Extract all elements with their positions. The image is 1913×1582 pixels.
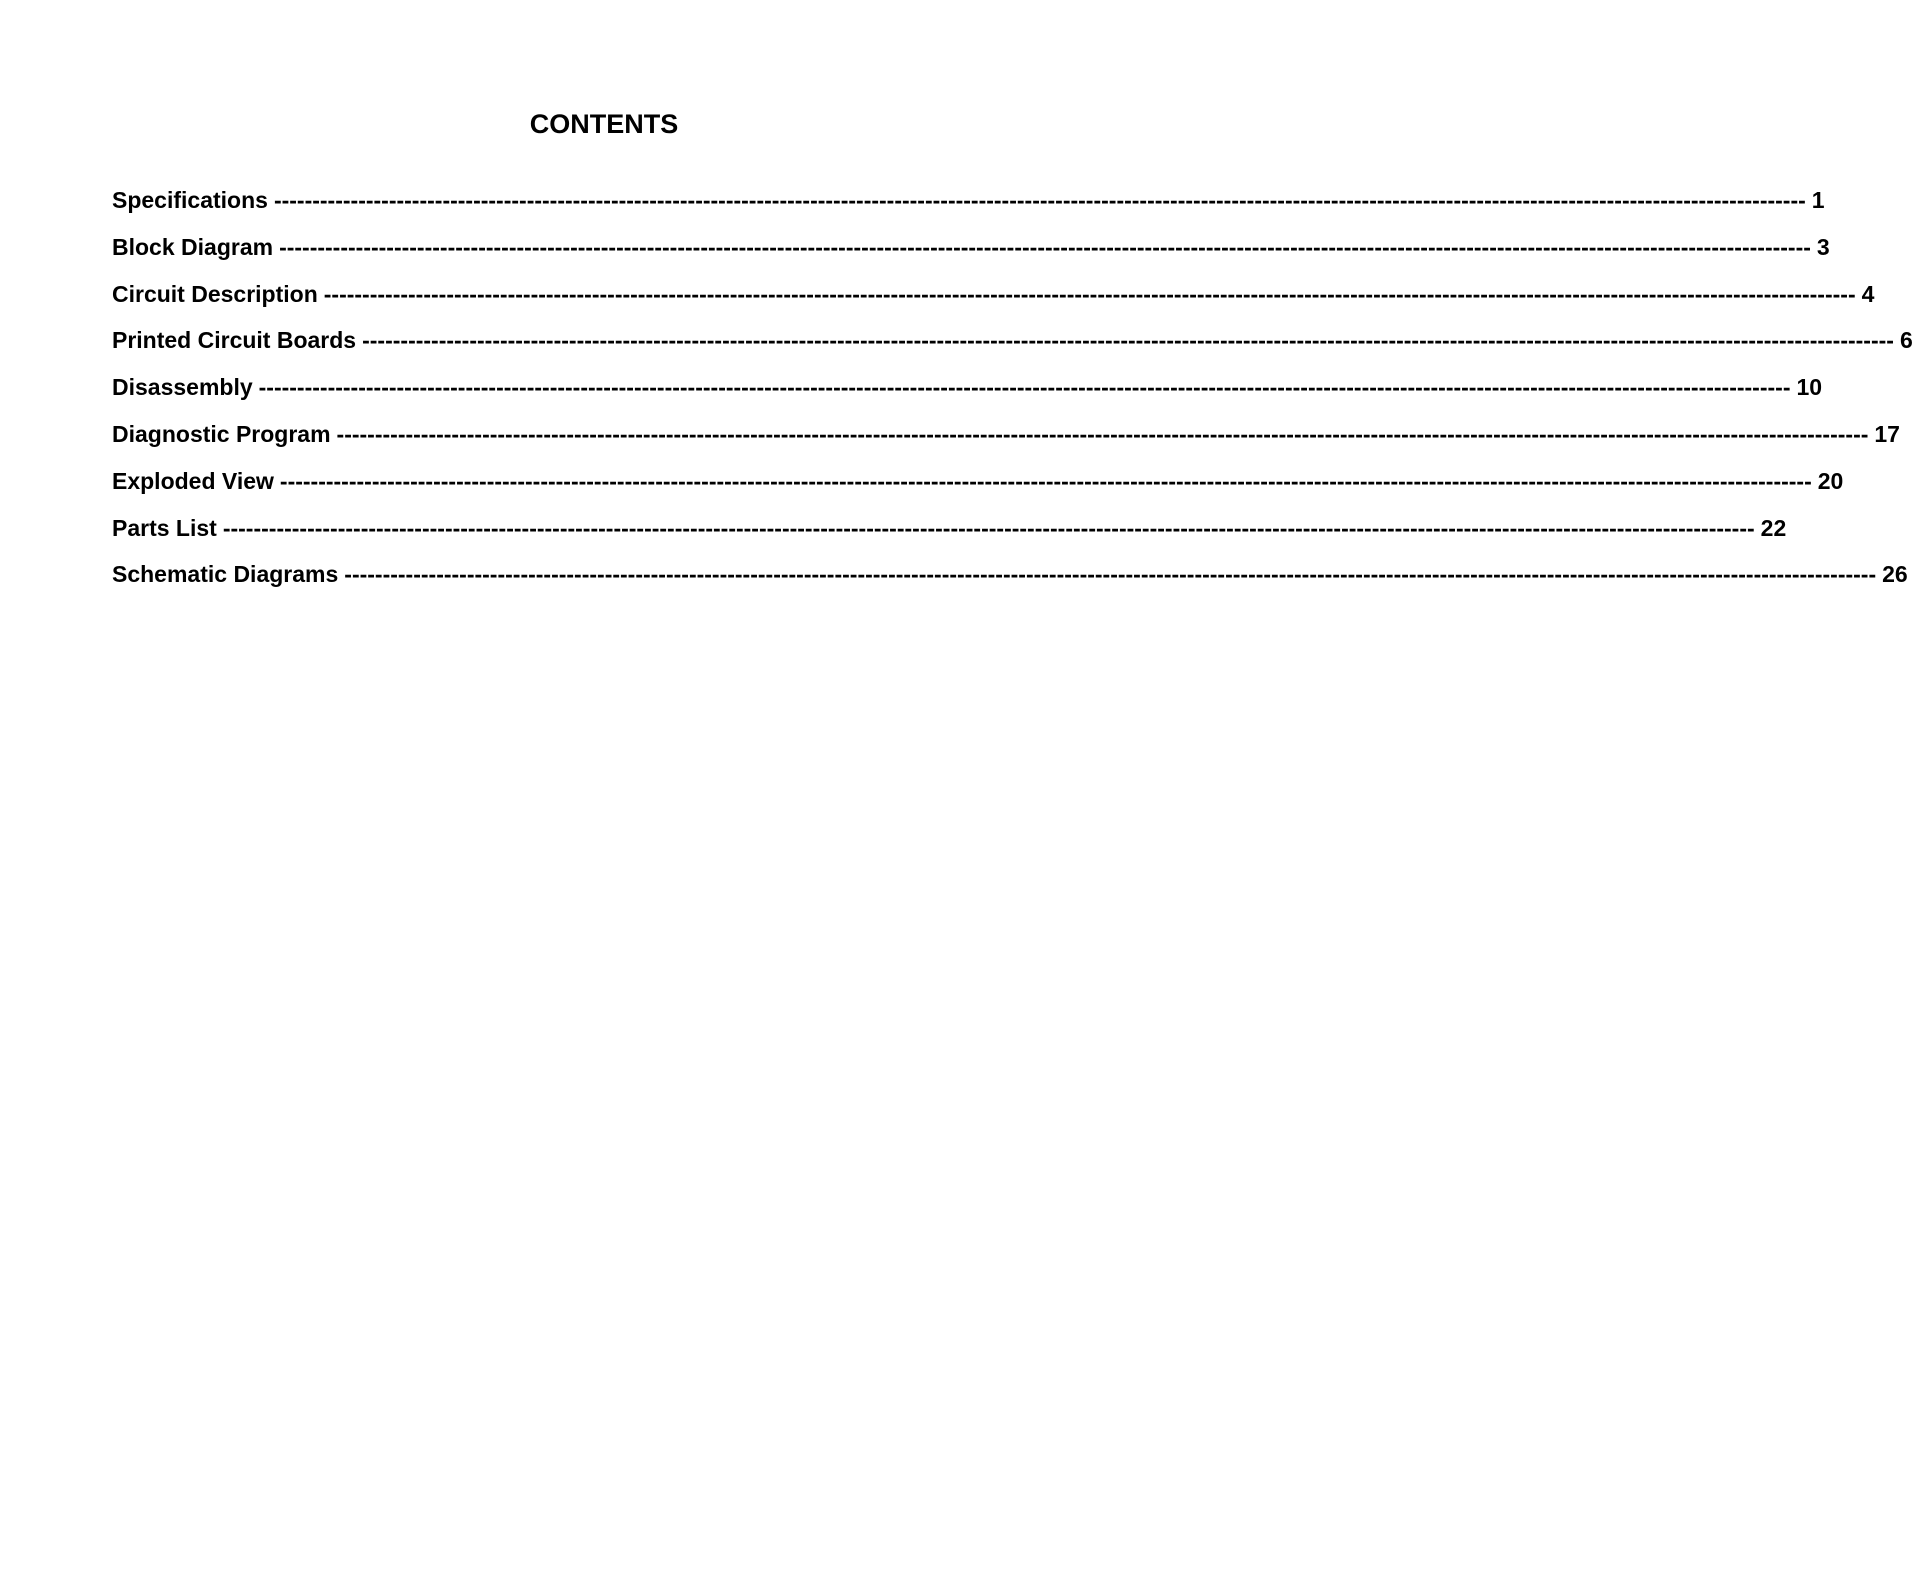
toc-entry — [112, 229, 1830, 276]
table-of-contents — [112, 182, 1913, 603]
dot-leader: -------------------------------------------------------------------------------------------------------------------------------------------------------------------------------------------------------- — [336, 420, 1869, 447]
toc-entry — [112, 182, 1825, 229]
toc-entry-page: 22 — [1760, 514, 1787, 541]
toc-entry-page: 3 — [1816, 233, 1830, 260]
toc-entry-page: 1 — [1811, 187, 1825, 213]
toc-entry — [112, 276, 1875, 323]
dot-leader: -------------------------------------------------------------------------------------------------------------------------------------------------------------------------------------------------------- — [273, 187, 1806, 213]
toc-entry-label: Disassembly — [112, 374, 253, 401]
toc-entry-label: Specifications — [112, 187, 268, 213]
toc-entry-label: Block Diagram — [112, 233, 274, 260]
toc-entry-page: 26 — [1882, 561, 1908, 588]
toc-entry-label: Schematic Diagrams — [112, 561, 339, 588]
toc-entry-label: Printed Circuit Boards — [112, 327, 357, 354]
toc-entry-label: Circuit Description — [112, 280, 318, 307]
toc-entry-label: Parts List — [112, 514, 217, 541]
dot-leader: -------------------------------------------------------------------------------------------------------------------------------------------------------------------------------------------------------- — [344, 561, 1877, 588]
toc-entry-page: 4 — [1861, 280, 1875, 307]
toc-entry — [112, 369, 1823, 416]
dot-leader: -------------------------------------------------------------------------------------------------------------------------------------------------------------------------------------------------------- — [222, 514, 1755, 541]
toc-entry — [112, 463, 1844, 510]
toc-entry — [112, 322, 1913, 369]
toc-entry-label: Diagnostic Program — [112, 420, 331, 447]
toc-entry-page: 6 — [1899, 327, 1913, 354]
toc-entry — [112, 510, 1787, 557]
toc-entry-page: 10 — [1796, 374, 1823, 401]
toc-entry — [112, 556, 1908, 603]
toc-entry-label: Exploded View — [112, 467, 274, 494]
toc-entry-page: 20 — [1817, 467, 1844, 494]
toc-entry-page: 17 — [1874, 420, 1900, 447]
toc-entry — [112, 416, 1900, 463]
dot-leader: -------------------------------------------------------------------------------------------------------------------------------------------------------------------------------------------------------- — [258, 374, 1791, 401]
dot-leader: -------------------------------------------------------------------------------------------------------------------------------------------------------------------------------------------------------- — [362, 327, 1894, 354]
dot-leader: -------------------------------------------------------------------------------------------------------------------------------------------------------------------------------------------------------- — [323, 280, 1856, 307]
contents-title: CONTENTS — [529, 109, 679, 139]
dot-leader: -------------------------------------------------------------------------------------------------------------------------------------------------------------------------------------------------------- — [279, 233, 1811, 260]
dot-leader: -------------------------------------------------------------------------------------------------------------------------------------------------------------------------------------------------------- — [279, 467, 1812, 494]
